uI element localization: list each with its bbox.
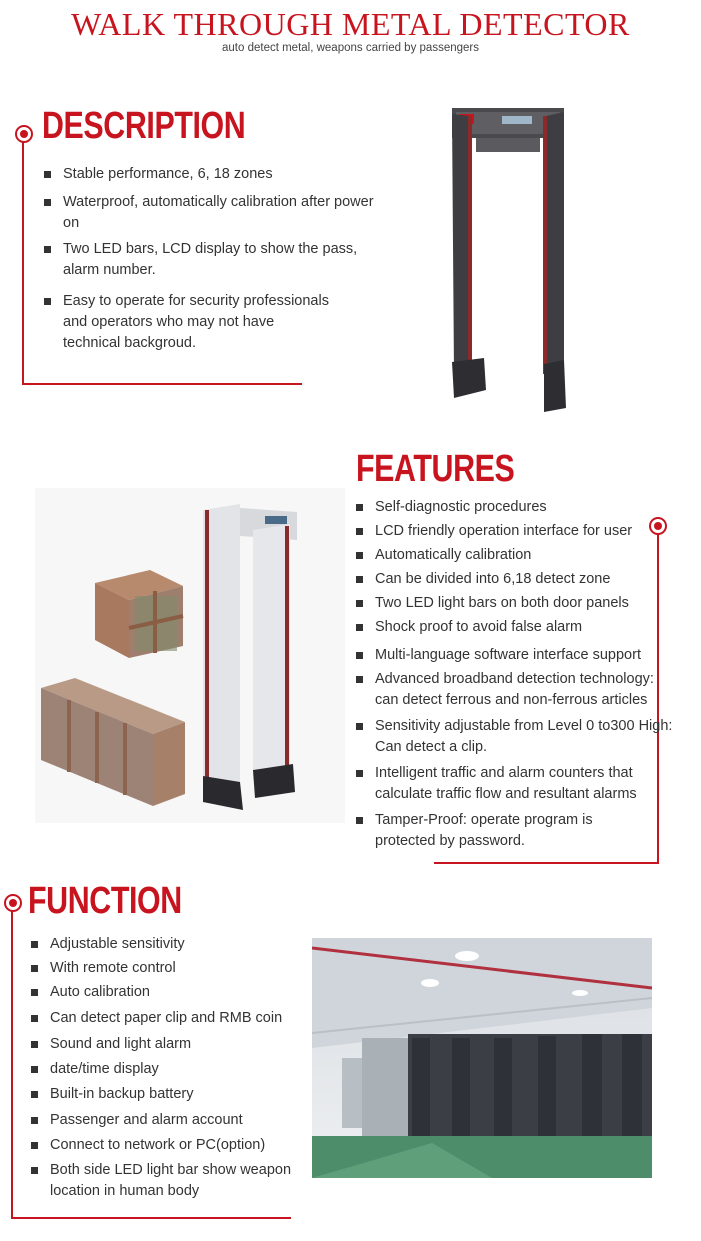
bullet-circle-icon [15,125,33,143]
list-item: Self-diagnostic procedures [356,497,674,518]
description-list [44,164,374,354]
function-frame-line [11,1217,291,1219]
list-item: Automatically calibration [356,545,674,566]
list-item: With remote control [31,958,311,979]
detector-gate-image [440,102,580,418]
list-item: Advanced broadband detection technology: can detect ferrous and non-ferrous articles [356,669,674,711]
page-subtitle: auto detect metal, weapons carried by passengers [222,42,479,54]
list-item: Waterproof, automatically calibration after power on [44,192,374,234]
list-item: Easy to operate for security professionals and operators who may not have technical backgroud. [44,291,331,354]
page-title: WALK THROUGH METAL DETECTOR [71,6,630,42]
list-item: Shock proof to avoid false alarm [356,617,674,638]
list-item: Auto calibration [31,982,311,1003]
list-item: date/time display [31,1059,311,1080]
list-item: Sound and light alarm [31,1034,311,1055]
list-item: Can be divided into 6,18 detect zone [356,569,674,590]
list-item: Both side LED light bar show weapon location in human body [31,1160,320,1202]
function-frame-line [11,911,13,1219]
list-item: Stable performance, 6, 18 zones [44,164,374,185]
list-item: Connect to network or PC(option) [31,1135,311,1156]
function-list [31,934,311,1202]
list-item: Adjustable sensitivity [31,934,311,955]
features-list [356,497,674,852]
list-item: Can detect paper clip and RMB coin [31,1008,311,1029]
list-item: Tamper-Proof: operate program is protected by password. [356,810,645,852]
function-heading: FUNCTION [28,880,182,922]
list-item: Intelligent traffic and alarm counters that calculate traffic flow and resultant alarms [356,763,675,805]
description-heading: DESCRIPTION [42,105,246,147]
list-item: Sensitivity adjustable from Level 0 to300 High: Can detect a clip. [356,716,675,758]
list-item: Built-in backup battery [31,1084,311,1105]
list-item: Two LED light bars on both door panels [356,593,674,614]
features-frame-line [434,862,659,864]
list-item: Two LED bars, LCD display to show the pass, alarm number. [44,239,374,281]
description-frame-line [22,383,302,385]
list-item: Multi-language software interface support [356,645,674,666]
factory-photo [312,938,652,1178]
description-frame-line [22,142,24,385]
list-item: LCD friendly operation interface for user [356,521,674,542]
packaging-and-gate-image [35,488,345,823]
features-heading: FEATURES [356,448,515,490]
bullet-circle-icon [4,894,22,912]
list-item: Passenger and alarm account [31,1110,311,1131]
